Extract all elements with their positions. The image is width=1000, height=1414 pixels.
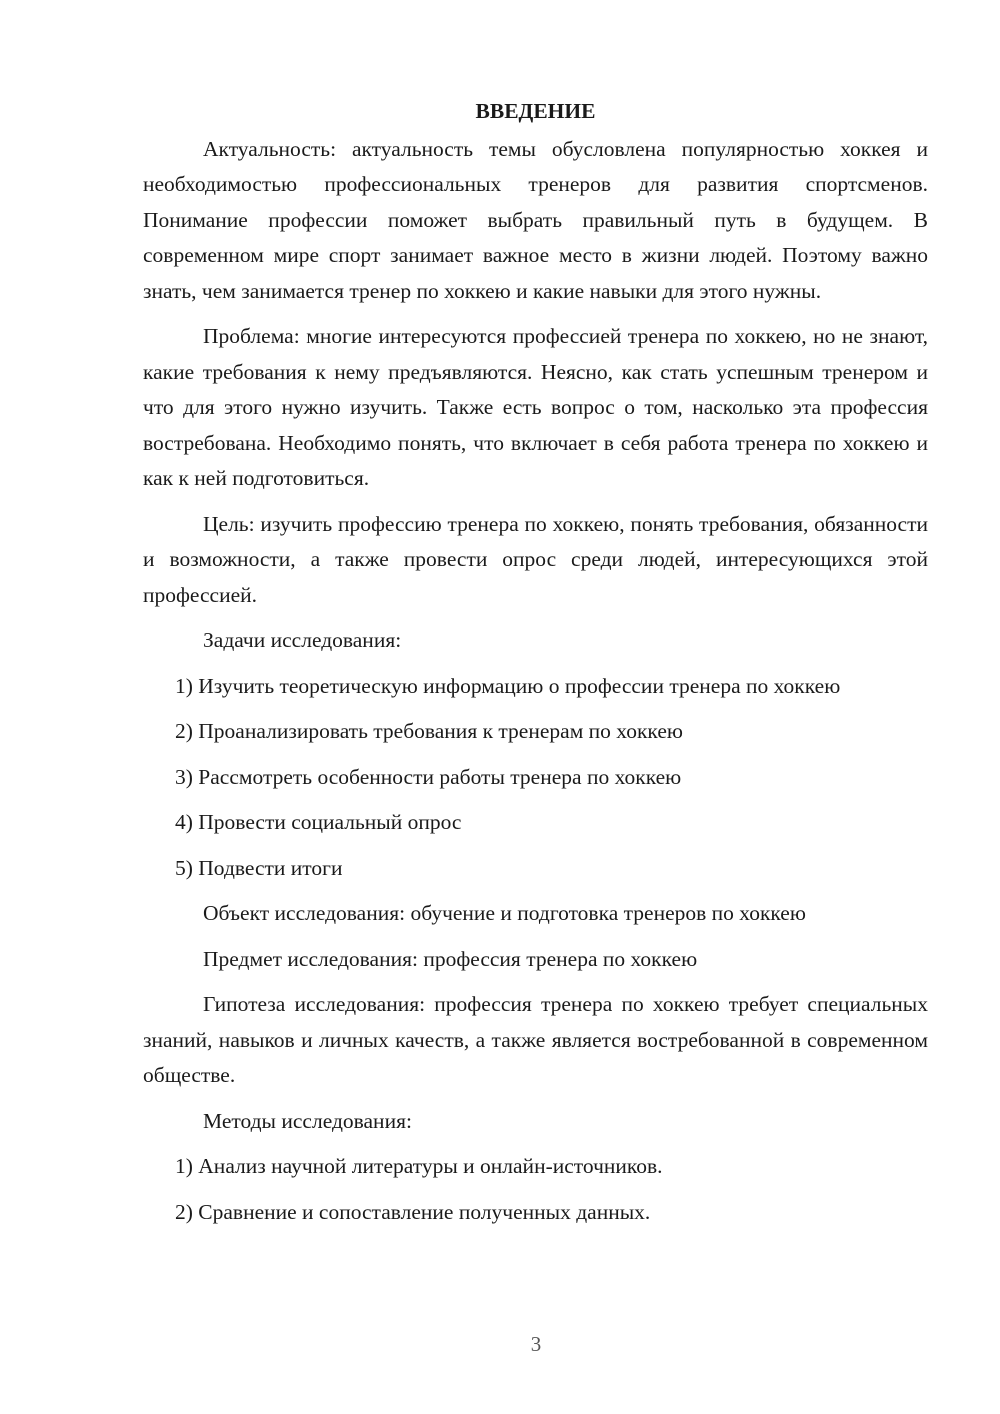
object-line: Объект исследования: обучение и подготовка тренеров по хоккею — [203, 901, 806, 925]
method-item: 2) Сравнение и сопоставление полученных данных. — [175, 1199, 651, 1224]
task-item: 2) Проанализировать требования к тренерам по хоккею — [175, 719, 683, 743]
subject-line: Предмет исследования: профессия тренера по хоккею — [203, 946, 698, 971]
task-item: 3) Рассмотреть особенности работы тренера по хоккею — [175, 764, 682, 789]
page-number: 3 — [530, 1332, 542, 1356]
section-title: ВВЕДЕНИЕ — [475, 99, 596, 123]
relevance-paragraph: Актуальность: актуальность темы обусловлена популярностью хоккея и необходимостью профессиональных тренеров для развития спортсменов. Понимание профессии поможет выбрать правильный путь в будущем. В современном мире спорт занимает важное место в жизни людей. Поэтому важно знать, чем занимается тренер по хоккею и какие навыки для этого нужны. — [143, 136, 928, 303]
task-item: 5) Подвести итоги — [175, 855, 343, 880]
tasks-heading: Задачи исследования: — [203, 628, 402, 652]
goal-paragraph: Цель: изучить профессию тренера по хоккею, понять требования, обязанности и возможности, а также провести опрос среди людей, интересующихся этой профессией. — [143, 511, 928, 607]
task-item: 4) Провести социальный опрос — [175, 810, 462, 834]
methods-heading: Методы исследования: — [203, 1108, 412, 1133]
page-content — [143, 94, 928, 1240]
problem-paragraph: Проблема: многие интересуются профессией тренера по хоккею, но не знают, какие требования к нему предъявляются. Неясно, как стать успешным тренером и что для этого нужно изучить. Также есть вопрос о том, насколько эта профессия востребована. Необходимо понять, что включает в себя работа тренера по хоккею и как к ней подготовиться. — [143, 324, 928, 490]
hypothesis-paragraph: Гипотеза исследования: профессия тренера по хоккею требует специальных знаний, навыков и личных качеств, а также является востребованной в современном обществе. — [143, 992, 928, 1087]
task-item: 1) Изучить теоретическую информацию о профессии тренера по хоккею — [175, 673, 841, 698]
method-item: 1) Анализ научной литературы и онлайн-источников. — [175, 1154, 663, 1178]
